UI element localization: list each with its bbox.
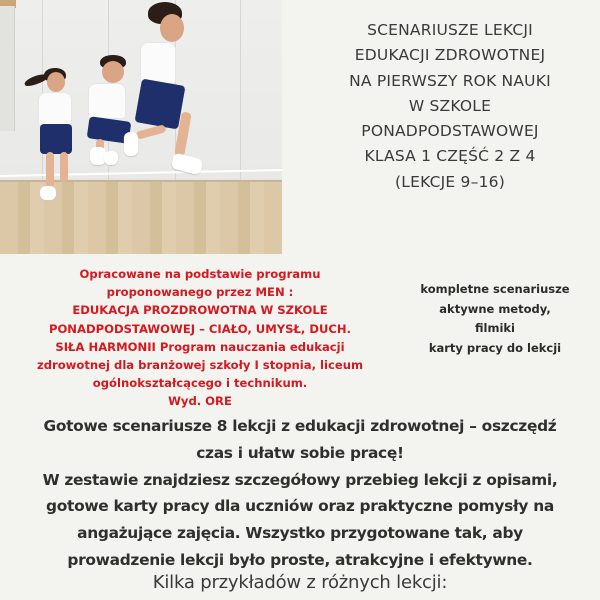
description-line: W zestawie znajdziesz szczegółowy przebieg lekcji z opisami, — [42, 470, 558, 489]
note-line: SIŁA HARMONII Program nauczania edukacji — [55, 339, 345, 354]
curtain — [0, 6, 15, 131]
title-line: PONADPODSTAWOWEJ — [361, 122, 539, 141]
title-line: W SZKOLE — [408, 96, 492, 115]
feature-item: filmiki — [475, 321, 515, 335]
note-line: zdrowotnej dla branżowej szkoły I stopnia, liceum — [36, 358, 364, 373]
source-program-note — [0, 265, 400, 411]
feature-item: karty pracy do lekcji — [428, 340, 562, 355]
product-description — [0, 413, 600, 574]
hero-photo — [0, 0, 282, 254]
description-line: prowadzenie lekcji było proste, atrakcyjne i efektywne. — [67, 550, 533, 569]
feature-item: aktywne metody, — [439, 301, 551, 316]
note-line: ogólnokształcącego i technikum. — [92, 376, 308, 391]
title-line: KLASA 1 CZĘŚĆ 2 Z 4 — [364, 147, 536, 166]
title-line: (LEKCJE 9–16) — [395, 172, 505, 191]
note-line: EDUKACJA PROZDROWOTNA W SZKOLE — [72, 303, 328, 318]
title-line: NA PIERWSZY ROK NAUKI — [349, 71, 551, 90]
description-line: Gotowe scenariusze 8 lekcji z edukacji zdrowotnej – oszczędź — [43, 417, 557, 435]
page-title — [300, 18, 600, 195]
note-line: Wyd. ORE — [168, 394, 232, 409]
note-line: PONADPODSTAWOWEJ – CIAŁO, UMYSŁ, DUCH. — [48, 321, 352, 336]
wall-panel-line — [240, 0, 241, 184]
examples-heading: Kilka przykładów z różnych lekcji: — [152, 572, 448, 593]
child-figure-left — [20, 68, 80, 208]
description-line: angażujące zajęcia. Wszystko przygotowane tak, aby — [77, 524, 523, 543]
description-line: gotowe karty pracy dla uczniów oraz praktyczne pomysły na — [46, 497, 554, 516]
features-list — [390, 280, 600, 358]
title-line: SCENARIUSZE LEKCJI — [367, 21, 533, 39]
child-figure-front — [122, 0, 212, 180]
title-line: EDUKACJI ZDROWOTNEJ — [354, 46, 546, 65]
note-line: Opracowane na podstawie programu — [79, 267, 321, 281]
description-line: czas i ułatw sobie pracę! — [196, 443, 404, 462]
note-line: proponowanego przez MEN : — [106, 285, 294, 300]
feature-item: kompletne scenariusze — [420, 282, 570, 296]
